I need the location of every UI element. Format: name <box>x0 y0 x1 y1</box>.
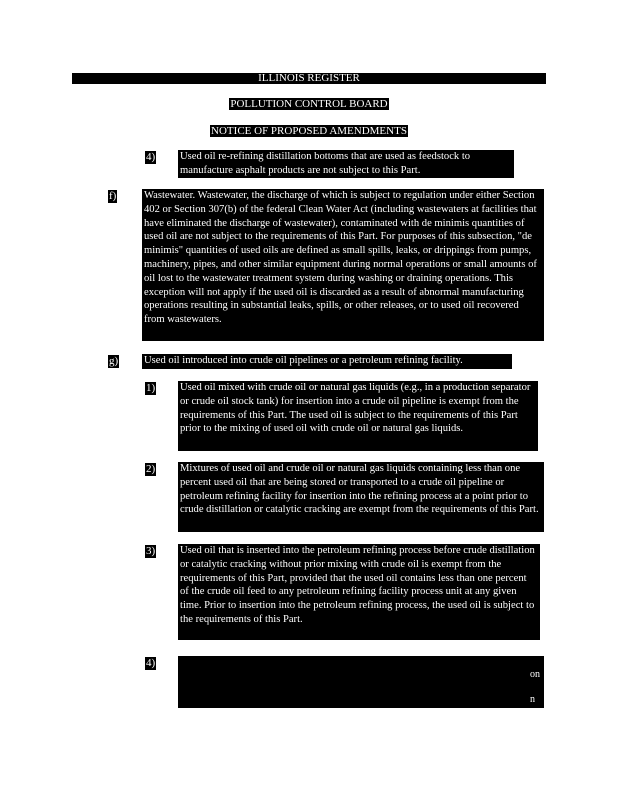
item-number-4b: 4) <box>146 657 156 669</box>
paragraph-item-3: Used oil that is inserted into the petroleum refining process before crude distillation or catalytic cracking without prior mixing with crude oil is exempt from the requirements of this Part, provided that the used oil contains less than one percent of the crude oil feed to any petroleum refining facility process unit at any given time. Prior to insertion into the petroleum refining process, the used oil is subject to the requirements of this Part. <box>178 544 540 640</box>
board-title: POLLUTION CONTROL BOARD <box>230 98 388 110</box>
item-number-4: 4) <box>146 151 156 163</box>
item-number-3: 3) <box>146 545 156 557</box>
register-title: ILLINOIS REGISTER <box>258 72 360 84</box>
notice-title: NOTICE OF PROPOSED AMENDMENTS <box>211 125 407 137</box>
paragraph-item-4b <box>178 656 544 708</box>
item-number-2: 2) <box>146 463 156 475</box>
paragraph-item-1: Used oil mixed with crude oil or natural gas liquids (e.g., in a production separator or crude oil stock tank) for insertion into a crude oil pipeline is exempt from the requirements of this Part. The used oil is subject to the requirements of this Part prior to the mixing of used oil with crude oil or natural gas liquids. <box>178 381 538 451</box>
item-number-f: f) <box>109 190 117 202</box>
paragraph-wastewater: Wastewater. Wastewater, the discharge of which is subject to regulation under either Section 402 or Section 307(b) of the federal Clean Water Act (including wastewaters at facilities that have eliminated the discharge of wastewater), contaminated with de minimis quantities of used oil are not subject to the requirements of this Part. For purposes of this subsection, "de minimis" quantities of used oils are defined as small spills, leaks, or drippings from pumps, machinery, pipes, and other similar equipment during normal operations or small amounts of oil lost to the wastewater treatment system during washing or draining operations. This exception will not apply if the used oil is discarded as a result of abnormal manufacturing operations resulting in substantial leaks, spills, or other releases, or to used oil recovered from wastewaters. <box>142 189 544 341</box>
item-number-g: g) <box>109 355 119 367</box>
partial-text-fragment: n <box>530 694 535 705</box>
paragraph-item-2: Mixtures of used oil and crude oil or natural gas liquids containing less than one percent used oil that are being stored or transported to a crude oil pipeline or petroleum refining facility for insertion into the refining process at a point prior to crude distillation or catalytic cracking are exempt from the requirements of this Part. <box>178 462 544 532</box>
paragraph-crude-oil-pipelines: Used oil introduced into crude oil pipelines or a petroleum refining facility. <box>142 354 512 369</box>
paragraph-item-4: Used oil re-refining distillation bottoms that are used as feedstock to manufacture asphalt products are not subject to this Part. <box>178 150 514 178</box>
partial-text-fragment: on <box>530 669 540 680</box>
item-number-1: 1) <box>146 382 156 394</box>
